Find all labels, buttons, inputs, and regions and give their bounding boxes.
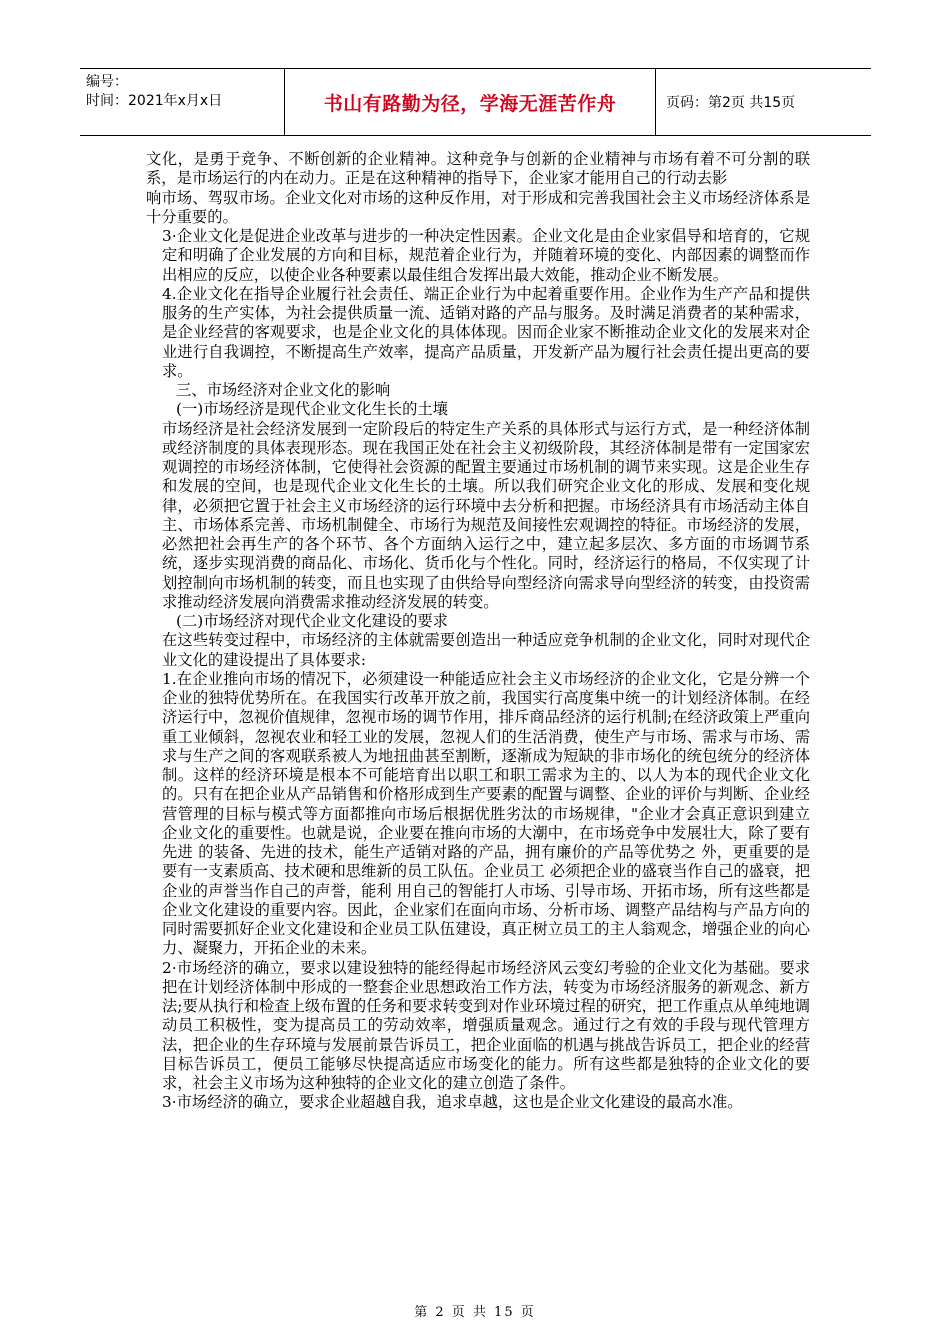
number-label: 编号： [86,74,128,90]
paragraph: 市场经济是社会经济发展到一定阶段后的特定生产关系的具体形式与运行方式，是一种经济体制或经济制度的具体表现形态。现在我国正处在社会主义初级阶段，其经济体制是带有一定国家宏观调控的市场经济体制，它使得社会资源的配置主要通过市场机制的调节来实现。这是企业生存和发展的空间，也是现代企业文化生长的土壤。所以我们研究企业文化的形成、发展和变化规律，必须把它置于社会主义市场经济的运行环境中去分析和把握。市场经济具有市场活动主体自主、市场体系完善、市场机制健全、市场行为规范及间接性宏观调控的特征。市场经济的发展，必然把社会再生产的各个环节、各个方面纳入运行之中，建立起多层次、多方面的市场调节系统，逐步实现消费的商品化、市场化、货币化与个性化。同时，经济运行的格局，不仅实现了计划控制向市场机制的转变，而且也实现了由供给导向型经济向需求导向型经济的转变，由投资需求推动经济发展向消费需求推动经济发展的转变。 [162,419,810,611]
document-body [146,150,810,1113]
paragraph: 3·企业文化是促进企业改革与进步的一种决定性因素。企业文化是由企业家倡导和培育的，它规定和明确了企业发展的方向和目标，规范着企业行为，并随着环境的变化、内部因素的调整而作出相应的反应，以使企业各种要素以最佳组合发挥出最大效能，推动企业不断发展。 [162,227,810,284]
paragraph: 4.企业文化在指导企业履行社会责任、端正企业行为中起着重要作用。企业作为生产产品和提供服务的生产实体，为社会提供质量一流、适销对路的产品与服务。及时满足消费者的某种需求，是企业经营的客观要求，也是企业文化的具体体现。因而企业家不断推动企业文化的发展来对企业进行自我调控，不断提高生产效率，提高产品质量，开发新产品为履行社会责任提出更高的要求。 [162,284,810,380]
paragraph: 3·市场经济的确立，要求企业超越自我，追求卓越，这也是企业文化建设的最高水准。 [162,1093,743,1112]
paragraph: 文化，是勇于竞争、不断创新的企业精神。这种竞争与创新的企业精神与市场有着不可分割的联系，是市场运行的内在动力。正是在这种精神的指导下，企业家才能用自己的行动去影 [146,150,810,188]
header-page-cell [656,69,871,135]
paragraph: 1.在企业推向市场的情况下，必须建设一种能适应社会主义市场经济的企业文化，它是分辨一个企业的独特优势所在。在我国实行改革开放之前，我国实行高度集中统一的计划经济体制。在经济运行中，忽视价值规律，忽视市场的调节作用，排斥商品经济的运行机制;在经济政策上严重向重工业倾斜，忽视农业和轻工业的发展，忽视人们的生活消费，使生产与市场、需求与市场、需求与生产之间的客观联系被人为地扭曲甚至割断，逐渐成为短缺的非市场化的统包统分的经济体制。这样的经济环境是根本不可能培育出以职工和职工需求为主的、以人为本的现代企业文化的。只有在把企业从产品销售和价格形成到生产要素的配置与调整、企业的评价与判断、企业经营管理的目标与模式等方面都推向市场后根据优胜劣汰的市场规律，"企业才会真正意识到建立企业文化的重要性。也就是说，企业要在推向市场的大潮中，在市场竞争中发展壮大，除了要有先进 的装备、先进的技术，能生产适销对路的产品，拥有廉价的产品等优势之 外，更重要的是要有一支素质高、技术硬和思维新的员工队伍。企业员工 必须把企业的盛衰当作自己的盛衰，把企业的声誉当作自己的声誉，能利 用自己的智能打人市场、引导市场、开拓市场，所有这些都是企业文化建设的重要内容。因此，企业家们在面向市场、分析市场、调整产品结构与产品方向的同时需要抓好企业文化建设和企业员工队伍建设，真正树立员工的主人翁观念，增强企业的向心力、凝聚力，开拓企业的未来。 [162,669,810,958]
motto: 书山有路勤为径，学海无涯苦作舟 [323,92,617,115]
paragraph: 在这些转变过程中，市场经济的主体就需要创造出一种适应竞争机制的企业文化，同时对现代企业文化的建设提出了具体要求: [162,631,810,669]
subsection-heading: (二)市场经济对现代企业文化建设的要求 [176,612,448,630]
header-meta [80,69,284,135]
subsection-heading: (一)市场经济是现代企业文化生长的土壤 [176,400,448,419]
section-heading: 三、市场经济对企业文化的影响 [176,381,391,399]
header-motto-cell [284,69,656,135]
page-footer: 第 2 页 共 15 页 [414,1305,536,1320]
time-label: 时间：2021年x月x日 [86,93,223,109]
page-header [80,68,871,136]
paragraph: 响市场、驾驭市场。企业文化对市场的这种反作用，对于形成和完善我国社会主义市场经济体系是十分重要的。 [146,188,810,226]
page-indicator: 页码：第2页 共15页 [666,95,796,111]
paragraph: 2·市场经济的确立，要求以建设独特的能经得起市场经济风云变幻考验的企业文化为基础。要求把在计划经济体制中形成的一整套企业思想政治工作方法，转变为市场经济服务的新观念、新方法;要从执行和检查上级布置的任务和要求转变到对作业环境过程的研究，把工作重点从单纯地调动员工积极性，变为提高员工的劳动效率，增强质量观念。通过行之有效的手段与现代管理方法，把企业的生存环境与发展前景告诉员工，把企业面临的机遇与挑战告诉员工，把企业的经营目标告诉员工，便员工能够尽快提高适应市场变化的能力。所有这些都是独特的企业文化的要求，社会主义市场为这种独特的企业文化的建立创造了条件。 [162,958,810,1092]
